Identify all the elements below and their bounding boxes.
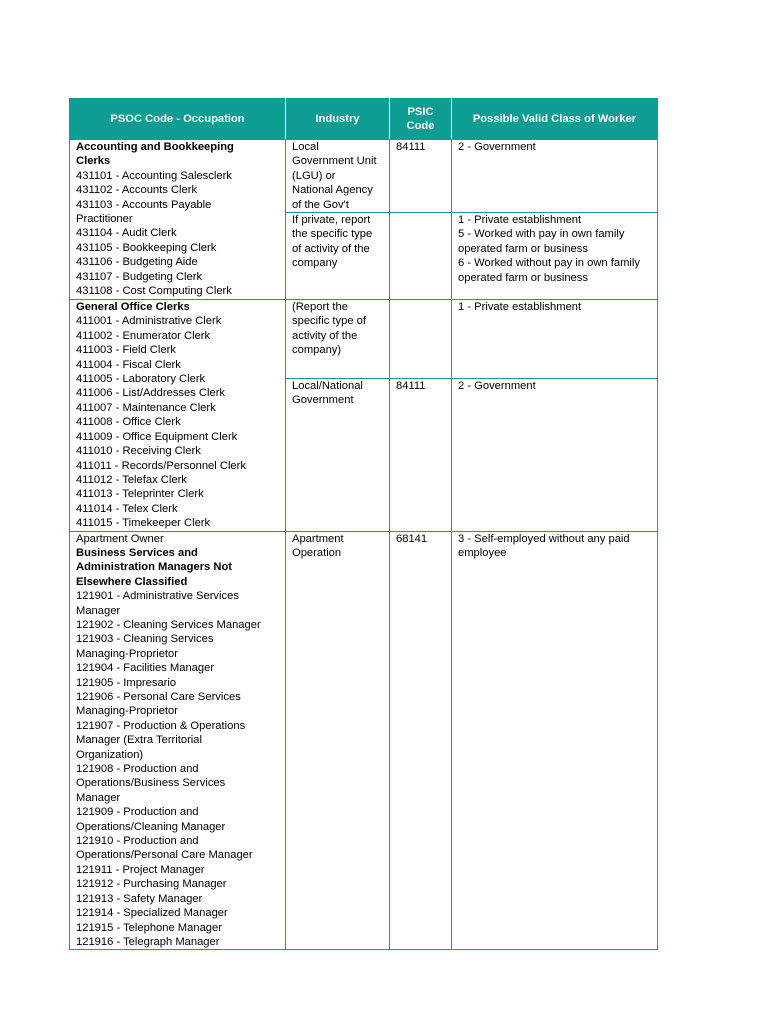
occupation-item: 121913 - Safety Manager bbox=[76, 892, 203, 905]
occupation-item: 411005 - Laboratory Clerk bbox=[76, 373, 206, 386]
industry-line: of activity of the bbox=[292, 242, 370, 255]
industry-line: Government Unit bbox=[292, 155, 377, 168]
industry-line: company bbox=[292, 257, 338, 270]
class-line: 5 - Worked with pay in own family bbox=[458, 228, 625, 241]
class-of-worker-cell bbox=[452, 379, 658, 532]
occupation-item: 121912 - Purchasing Manager bbox=[76, 878, 227, 891]
occupation-item: Operations/Business Services bbox=[76, 777, 226, 790]
occupation-item: Apartment Owner bbox=[76, 532, 164, 545]
occupation-item: 121908 - Production and bbox=[76, 763, 199, 776]
occupation-item: 121910 - Production and bbox=[76, 835, 199, 848]
occupation-item: 121906 - Personal Care Services bbox=[76, 691, 241, 703]
occupation-item: 121909 - Production and bbox=[76, 806, 199, 819]
occupation-group-title: Business Services and bbox=[76, 546, 198, 559]
occupation-item: 431107 - Budgeting Clerk bbox=[76, 270, 203, 283]
class-line: 2 - Government bbox=[458, 380, 536, 393]
table-row bbox=[70, 531, 658, 950]
class-line: 2 - Government bbox=[458, 141, 536, 153]
occupation-cell-business-services bbox=[70, 531, 286, 950]
class-line: operated farm or business bbox=[458, 242, 588, 255]
header-industry: Industry bbox=[286, 99, 390, 140]
occupation-item: 411007 - Maintenance Clerk bbox=[76, 401, 216, 414]
class-line: 6 - Worked without pay in own family bbox=[458, 257, 640, 270]
industry-line: of the Gov't bbox=[292, 198, 349, 211]
class-line: operated farm or business bbox=[458, 271, 588, 284]
occupation-group-title: Clerks bbox=[76, 155, 111, 168]
industry-cell bbox=[286, 140, 390, 213]
occupation-item: Manager bbox=[76, 791, 121, 804]
occupation-cell-general-office bbox=[70, 300, 286, 532]
industry-line: the specific type bbox=[292, 228, 373, 241]
industry-line: (Report the bbox=[292, 301, 348, 314]
occupation-item: 431104 - Audit Clerk bbox=[76, 227, 177, 240]
industry-line: Local bbox=[292, 141, 319, 153]
occupation-item: 411002 - Enumerator Clerk bbox=[76, 329, 211, 342]
class-of-worker-cell bbox=[452, 300, 658, 379]
occupation-item: 411013 - Teleprinter Clerk bbox=[76, 488, 204, 501]
class-of-worker-cell bbox=[452, 140, 658, 213]
occupation-item: 121904 - Facilities Manager bbox=[76, 662, 215, 675]
industry-cell bbox=[286, 300, 390, 379]
occupation-item: 431106 - Budgeting Aide bbox=[76, 256, 198, 269]
occupation-item: 121901 - Administrative Services bbox=[76, 590, 239, 603]
occupation-item: 411003 - Field Clerk bbox=[76, 344, 176, 357]
occupation-item: 121905 - Impresario bbox=[76, 676, 177, 689]
psic-code-cell: 68141 bbox=[390, 531, 452, 950]
industry-line: National Agency bbox=[292, 184, 373, 197]
class-of-worker-cell bbox=[452, 531, 658, 950]
occupation-group-title: Administration Managers Not bbox=[76, 561, 233, 574]
occupation-item: Manager bbox=[76, 604, 121, 617]
occupation-item: Managing-Proprietor bbox=[76, 705, 178, 718]
class-line: employee bbox=[458, 546, 507, 559]
occupation-item: 121911 - Project Manager bbox=[76, 863, 205, 876]
industry-line: Local/National bbox=[292, 380, 363, 393]
occupation-item: 431101 - Accounting Salesclerk bbox=[76, 169, 232, 182]
class-line: 1 - Private establishment bbox=[458, 214, 582, 227]
occupation-group-title: General Office Clerks bbox=[76, 301, 190, 314]
occupation-item: 411014 - Telex Clerk bbox=[76, 502, 178, 515]
industry-cell bbox=[286, 379, 390, 532]
occupation-item: Operations/Cleaning Manager bbox=[76, 820, 226, 833]
occupation-item: 411009 - Office Equipment Clerk bbox=[76, 430, 238, 443]
class-line: 1 - Private establishment bbox=[458, 301, 582, 314]
occupation-item: 121916 - Telegraph Manager bbox=[76, 935, 220, 948]
header-psic-line2: Code bbox=[406, 120, 435, 132]
occupation-item: 411008 - Office Clerk bbox=[76, 416, 181, 429]
header-occupation: PSOC Code - Occupation bbox=[70, 99, 286, 140]
occupation-item: 431103 - Accounts Payable bbox=[76, 198, 212, 211]
psic-code-cell bbox=[390, 213, 452, 300]
occupation-item: 121914 - Specialized Manager bbox=[76, 907, 228, 920]
occupation-group-title: Elsewhere Classified bbox=[76, 575, 188, 588]
occupation-item: 411015 - Timekeeper Clerk bbox=[76, 517, 211, 530]
table-row bbox=[70, 300, 658, 379]
class-of-worker-cell bbox=[452, 213, 658, 300]
header-psic bbox=[390, 99, 452, 140]
header-psic-line1: PSIC bbox=[407, 106, 434, 118]
occupation-item: 431108 - Cost Computing Clerk bbox=[76, 285, 232, 298]
industry-line: (LGU) or bbox=[292, 169, 336, 182]
industry-line: company) bbox=[292, 344, 342, 357]
psic-code-cell: 84111 bbox=[390, 379, 452, 532]
occupation-item: 411006 - List/Addresses Clerk bbox=[76, 387, 226, 400]
industry-line: Operation bbox=[292, 546, 342, 559]
occupation-item: 431102 - Accounts Clerk bbox=[76, 184, 198, 197]
occupation-item: Operations/Personal Care Manager bbox=[76, 849, 253, 862]
table-header-row bbox=[70, 99, 658, 140]
occupation-item: 121915 - Telephone Manager bbox=[76, 921, 222, 934]
industry-line: Government bbox=[292, 394, 354, 407]
occupation-item: 411012 - Telefax Clerk bbox=[76, 473, 187, 486]
psic-code-cell bbox=[390, 300, 452, 379]
occupation-item: Practitioner bbox=[76, 213, 133, 226]
occupation-item: 411001 - Administrative Clerk bbox=[76, 315, 222, 328]
occupation-item: Manager (Extra Territorial bbox=[76, 734, 203, 747]
psic-code-cell: 84111 bbox=[390, 140, 452, 213]
industry-line: If private, report bbox=[292, 214, 371, 227]
psoc-table bbox=[69, 98, 658, 950]
occupation-item: 431105 - Bookkeeping Clerk bbox=[76, 241, 217, 254]
occupation-item: Managing-Proprietor bbox=[76, 647, 178, 660]
industry-line: specific type of bbox=[292, 315, 366, 328]
industry-line: activity of the bbox=[292, 329, 358, 342]
occupation-item: Organization) bbox=[76, 748, 144, 761]
class-line: 3 - Self-employed without any paid bbox=[458, 532, 630, 545]
industry-cell bbox=[286, 213, 390, 300]
occupation-item: 121903 - Cleaning Services bbox=[76, 633, 214, 646]
table-row bbox=[70, 140, 658, 213]
occupation-group-title: Accounting and Bookkeeping bbox=[76, 141, 234, 153]
occupation-item: 121902 - Cleaning Services Manager bbox=[76, 618, 261, 631]
occupation-item: 411011 - Records/Personnel Clerk bbox=[76, 459, 246, 472]
occupation-item: 411004 - Fiscal Clerk bbox=[76, 358, 181, 371]
industry-line: Apartment bbox=[292, 532, 344, 545]
header-class-of-worker: Possible Valid Class of Worker bbox=[452, 99, 658, 140]
occupation-item: 121907 - Production & Operations bbox=[76, 719, 246, 732]
occupation-cell-accounting bbox=[70, 140, 286, 300]
industry-cell bbox=[286, 531, 390, 950]
occupation-item: 411010 - Receiving Clerk bbox=[76, 445, 201, 458]
